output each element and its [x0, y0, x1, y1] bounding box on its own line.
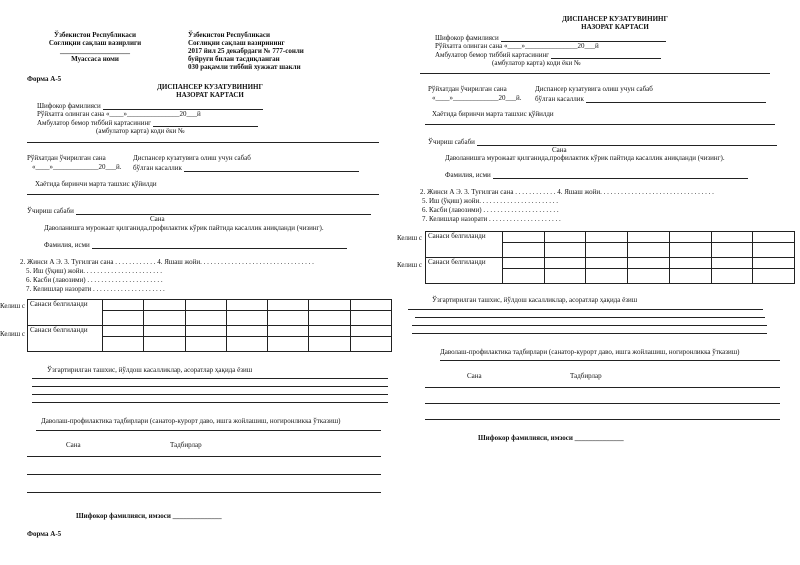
divider	[27, 142, 379, 143]
sex-birth-row: 2. Жинси А Э. 3. Туғилган сана . . . . . . . . . . . . 4. Яшаш жойи. . . . . . . . . . . . . . . . . . . . . . . . . . . . . . . . .	[420, 188, 714, 196]
tadbir-label: Тадбирлар	[570, 372, 602, 380]
signature-field[interactable]: Шифокор фамилияси, имзоси ______________	[478, 434, 624, 442]
diagnosis-field[interactable]	[133, 163, 359, 172]
writing-line	[440, 360, 780, 361]
form-code-bottom: Форма А-5	[27, 530, 62, 538]
diagnosis-line	[586, 94, 766, 103]
sana-label: Сана	[467, 372, 482, 380]
fio-label: Фамилия, исми	[44, 240, 90, 249]
row-label: Келиш с	[397, 234, 422, 242]
title-line: НАЗОРАТ КАРТАСИ	[176, 91, 244, 100]
signature-field[interactable]: Шифокор фамилияси, имзоси ______________	[76, 512, 222, 520]
doctor-line	[501, 33, 666, 42]
diagnosis-line	[184, 163, 359, 172]
amb-code-label: (амбулатор карта) коди ёки №	[492, 59, 581, 67]
writing-line	[32, 394, 388, 395]
writing-line	[408, 309, 763, 310]
visit-cell: Санаси белгиланди	[28, 326, 103, 352]
header-line: Ўзбекистон Республикаси	[53, 31, 137, 39]
fio-field[interactable]	[445, 170, 748, 179]
doctor-field[interactable]	[435, 33, 666, 42]
header-line: Соғлиқни сақлаш вазирлиги	[48, 39, 142, 48]
date-label: Сана	[150, 215, 165, 223]
visits-table	[27, 299, 392, 352]
writing-line	[412, 333, 767, 334]
registered-field[interactable]: Рўйхатга олинган сана «____»_______________20___й	[37, 110, 201, 118]
reason-line	[477, 137, 777, 146]
excluded-date-field[interactable]: «____»_____________20___й.	[432, 94, 522, 102]
writing-line	[32, 378, 388, 379]
amb-card-label: Амбулатор бемор тиббий картасининг	[37, 118, 152, 127]
diagnosis-label: бўлган касаллик	[535, 94, 584, 103]
amb-code-label: (амбулатор карта) коди ёки №	[96, 127, 185, 135]
excluded-date-label: Рўйхатдан ўчирилган сана	[428, 85, 507, 93]
amb-card-field[interactable]	[435, 50, 661, 59]
row-label: Келиш с	[0, 330, 25, 338]
study-row: 5. Иш (ўқиш) жойи. . . . . . . . . . . . . . . . . . . . . . .	[422, 197, 559, 205]
fio-line	[493, 170, 748, 179]
visit-cell: Санаси белгиланди	[426, 232, 503, 258]
writing-line	[32, 402, 388, 403]
treatment-label: Даволаш-профилактика тадбирлари (санатор-курорт даво, ишга жойлашиш, ногиронликка ўтказиш)	[41, 417, 341, 425]
writing-line	[27, 474, 381, 475]
header-line: Ўзбекистон Республикаси	[188, 31, 271, 39]
doctor-line	[103, 101, 263, 110]
reason-label: Ўчириш сабаби	[428, 137, 475, 146]
review-row: 7. Келишлар назорати . . . . . . . . . . . . . . . . . . . . .	[422, 215, 561, 223]
amb-card-line	[153, 118, 258, 127]
writing-line	[425, 419, 780, 420]
divider	[27, 194, 379, 195]
header-line: Муассаса номи	[71, 55, 119, 64]
writing-line	[425, 403, 780, 404]
excluded-reason-label: Диспансер кузатувига олиш учун сабаб	[133, 154, 251, 162]
sex-birth-row: 2. Жинси А Э. 3. Туғилган сана . . . . . . . . . . . . 4. Яшаш жойи. . . . . . . . . . . . . . . . . . . . . . . . . . . . . . . . .	[20, 258, 314, 266]
tadbir-label: Тадбирлар	[170, 441, 202, 449]
writing-line	[415, 317, 765, 318]
divider	[420, 73, 770, 74]
title-line: НАЗОРАТ КАРТАСИ	[581, 23, 649, 32]
first-diagnosis-label: Хаётида биринчи марта ташхис қўйилди	[35, 180, 157, 188]
title-line: ДИСПАНСЕР КУЗАТУВИНИНГ	[562, 15, 668, 23]
amb-card-field[interactable]	[37, 118, 258, 127]
profession-row: 6. Касби (лавозими) . . . . . . . . . . . . . . . . . . . . . .	[422, 206, 559, 214]
visit-cell: Санаси белгиланди	[426, 258, 503, 284]
row-label: Келиш с	[0, 302, 25, 310]
reason-line	[76, 206, 371, 215]
amb-card-line	[551, 50, 661, 59]
doctor-label: Шифокор фамилияси	[435, 33, 499, 42]
header-line: 030 рақамли тиббий хужжат шакли	[188, 63, 301, 72]
treatment-label: Даволаш-профилактика тадбирлари (санатор-курорт даво, ишга жойлашиш, ногиронликка ўтказиш)	[440, 348, 740, 356]
header-left	[40, 31, 150, 63]
header-right	[188, 31, 304, 71]
reason-field[interactable]	[428, 137, 777, 146]
fio-line	[92, 240, 347, 249]
fio-field[interactable]	[44, 240, 347, 249]
excluded-reason-label: Диспансер кузатувига олиш учун сабаб	[535, 85, 653, 93]
header-line: буйруғи билан тасдиқланган	[188, 55, 280, 64]
excluded-date-label: Рўйхатдан ўчирилган сана	[27, 154, 106, 162]
changed-diagnosis-label: Ўзгартирилган ташхис, йўлдош касалликлар, асоратлар ҳақида ёзиш	[47, 366, 253, 374]
writing-line	[27, 492, 381, 493]
sana-label: Сана	[66, 441, 81, 449]
writing-line	[27, 456, 381, 457]
changed-diagnosis-label: Ўзгартирилган ташхис, йўлдош касалликлар, асоратлар ҳақида ёзиш	[432, 296, 638, 304]
divider	[425, 124, 775, 125]
review-row: 7. Келишлар назорати . . . . . . . . . . . . . . . . . . . . .	[26, 285, 165, 293]
form-title	[545, 15, 685, 31]
visit-note: Даволанишга мурожаат қилганида,профилактик кўрик пайтида касаллик аниқланди (чизинг).	[445, 154, 725, 162]
row-label: Келиш с	[397, 261, 422, 269]
writing-line	[32, 386, 388, 387]
diagnosis-label: бўлган касаллик	[133, 163, 182, 172]
reason-field[interactable]	[27, 206, 371, 215]
writing-line	[425, 387, 780, 388]
study-row: 5. Иш (ўқиш) жойи. . . . . . . . . . . . . . . . . . . . . . .	[26, 267, 163, 275]
diagnosis-field[interactable]	[535, 94, 766, 103]
writing-line	[412, 325, 767, 326]
doctor-field[interactable]	[37, 101, 263, 110]
header-line: 2017 йил 25 декабрдаги № 777-сонли	[188, 47, 304, 56]
visit-cell: Санаси белгиланди	[28, 300, 103, 326]
visit-note: Даволанишга мурожаат қилганида,профилактик кўрик пайтида касаллик аниқланди (чизинг).	[44, 224, 324, 232]
fio-label: Фамилия, исми	[445, 170, 491, 179]
reason-label: Ўчириш сабаби	[27, 206, 74, 215]
registered-field[interactable]: Рўйхатга олинган сана «____»_______________20___й	[435, 42, 599, 50]
excluded-date-field[interactable]: «____»_____________20___й.	[32, 163, 122, 171]
writing-line	[36, 430, 381, 431]
header-line: Соғлиқни сақлаш вазирининг	[188, 39, 285, 48]
amb-card-label: Амбулатор бемор тиббий картасининг	[435, 50, 550, 59]
form-code: Форма А-5	[27, 75, 62, 83]
doctor-label: Шифокор фамилияси	[37, 101, 101, 110]
date-label: Сана	[552, 146, 567, 154]
title-line: ДИСПАНСЕР КУЗАТУВИНИНГ	[157, 83, 263, 91]
visits-table	[425, 231, 795, 284]
header-line: ____________________	[60, 47, 130, 56]
profession-row: 6. Касби (лавозими) . . . . . . . . . . . . . . . . . . . . . .	[26, 276, 163, 284]
form-title	[130, 83, 290, 99]
first-diagnosis-label: Хаётида биринчи марта ташхис қўйилди	[432, 110, 554, 118]
